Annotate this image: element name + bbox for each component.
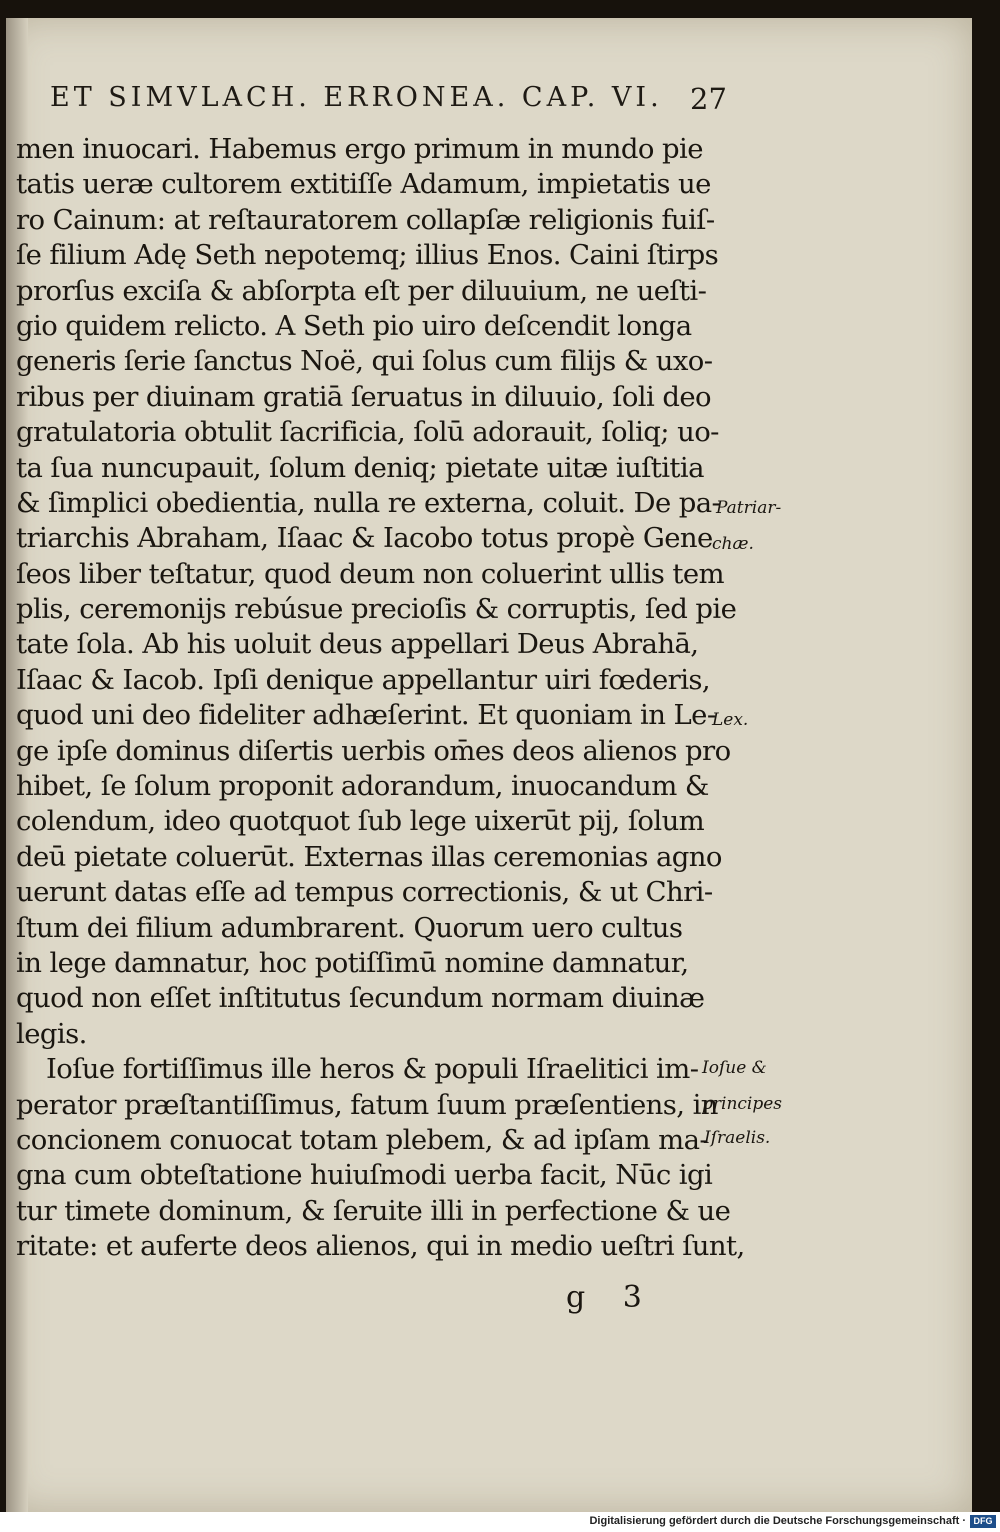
text-line: uerunt datas eſſe ad tempus correctionis, & ut Chri-: [16, 876, 713, 909]
funding-credit: Digitalisierung gefördert durch die Deutsche Forschungsgemeinschaft ·: [589, 1515, 966, 1527]
text-line: legis.: [16, 1017, 87, 1050]
margin-note-patriarchae: chæ.: [712, 534, 754, 554]
text-line: triarchis Abraham, Iſaac & Iacobo totus propè Gene: [16, 522, 713, 555]
dfg-logo-icon: DFG: [970, 1515, 996, 1528]
text-line: tatis ueræ cultorem extitiſſe Adamum, impietatis ue: [16, 168, 711, 201]
text-line: colendum, ideo quotquot ſub lege uixerūt pij, ſolum: [16, 805, 705, 838]
paragraph-start-line: Ioſue fortiſſimus ille heros & populi Iſraelitici im-: [46, 1053, 699, 1086]
text-line: quod non eſſet inſtitutus ſecundum normam diuinæ: [16, 982, 705, 1015]
running-header: [50, 82, 730, 122]
text-line: plis, ceremonijs rebúsue precioſis & corruptis, ſed pie: [16, 593, 737, 626]
text-line: deū pietate coluerūt. Externas illas ceremonias agno: [16, 840, 722, 873]
text-line: gna cum obteſtatione huiuſmodi uerba facit, Nūc igi: [16, 1159, 713, 1192]
running-title: ET SIMVLACH. ERRONEA. CAP. VI.: [50, 82, 663, 113]
text-line: ro Cainum: at reſtauratorem collapſæ religionis fuiſ-: [16, 203, 715, 236]
text-line: hibet, ſe ſolum proponit adorandum, inuocandum &: [16, 770, 709, 803]
text-line: ribus per diuinam gratiā ſeruatus in diluuio, ſoli deo: [16, 380, 711, 413]
margin-note-iosue: Iſraelis.: [704, 1128, 771, 1148]
text-line: in lege damnatur, hoc potiſſimū nomine damnatur,: [16, 946, 689, 979]
margin-note-lex: Lex.: [712, 710, 749, 730]
book-page: [6, 18, 972, 1512]
text-line: concionem conuocat totam plebem, & ad ipſam ma-: [16, 1123, 709, 1156]
text-line: ta ſua nuncupauit, ſolum deniq; pietate uitæ iuſtitia: [16, 451, 704, 484]
folio-number: 27: [690, 82, 727, 116]
text-line: Iſaac & Iacob. Ipſi denique appellantur uiri fœderis,: [16, 663, 711, 696]
text-line: men inuocari. Habemus ergo primum in mundo pie: [16, 133, 703, 165]
margin-note-iosue: principes: [702, 1094, 783, 1114]
text-line: perator præſtantiſſimus, fatum ſuum præſentiens, in: [16, 1088, 718, 1121]
signature-mark: g 3: [566, 1280, 656, 1315]
text-line: tur timete dominum, & ſeruite illi in perfectione & ue: [16, 1194, 731, 1227]
text-line: tate ſola. Ab his uoluit deus appellari Deus Abrahā,: [16, 628, 699, 661]
text-line: & ſimplici obedientia, nulla re externa, coluit. De pa-: [16, 486, 721, 519]
text-line: gio quidem relicto. A Seth pio uiro deſcendit longa: [16, 309, 692, 342]
text-line: generis ſerie ſanctus Noë, qui ſolus cum filijs & uxo-: [16, 345, 713, 378]
text-line: ſtum dei filium adumbrarent. Quorum uero cultus: [16, 911, 683, 944]
text-line: ſe filium Adę Seth nepotemq; illius Enos. Caini ſtirps: [16, 239, 719, 272]
text-line: quod uni deo fideliter adhæſerint. Et quoniam in Le-: [16, 699, 716, 732]
margin-note-patriarchae: Patriar-: [716, 498, 782, 518]
text-line: ge ipſe dominus diſertis uerbis om̄es deos alienos pro: [16, 734, 731, 767]
text-line: ritate: et auferte deos alienos, qui in medio ueſtri ſunt,: [16, 1230, 745, 1263]
margin-note-iosue: Ioſue &: [702, 1058, 767, 1078]
text-line: gratulatoria obtulit ſacrificia, ſolū adorauit, ſoliq; uo-: [16, 416, 719, 449]
text-line: ſeos liber teſtatur, quod deum non coluerint ullis tem: [16, 557, 725, 590]
footer-bar: [0, 1512, 1000, 1532]
text-line: prorſus exciſa & abſorpta eſt per diluuium, ne ueſti-: [16, 274, 707, 307]
